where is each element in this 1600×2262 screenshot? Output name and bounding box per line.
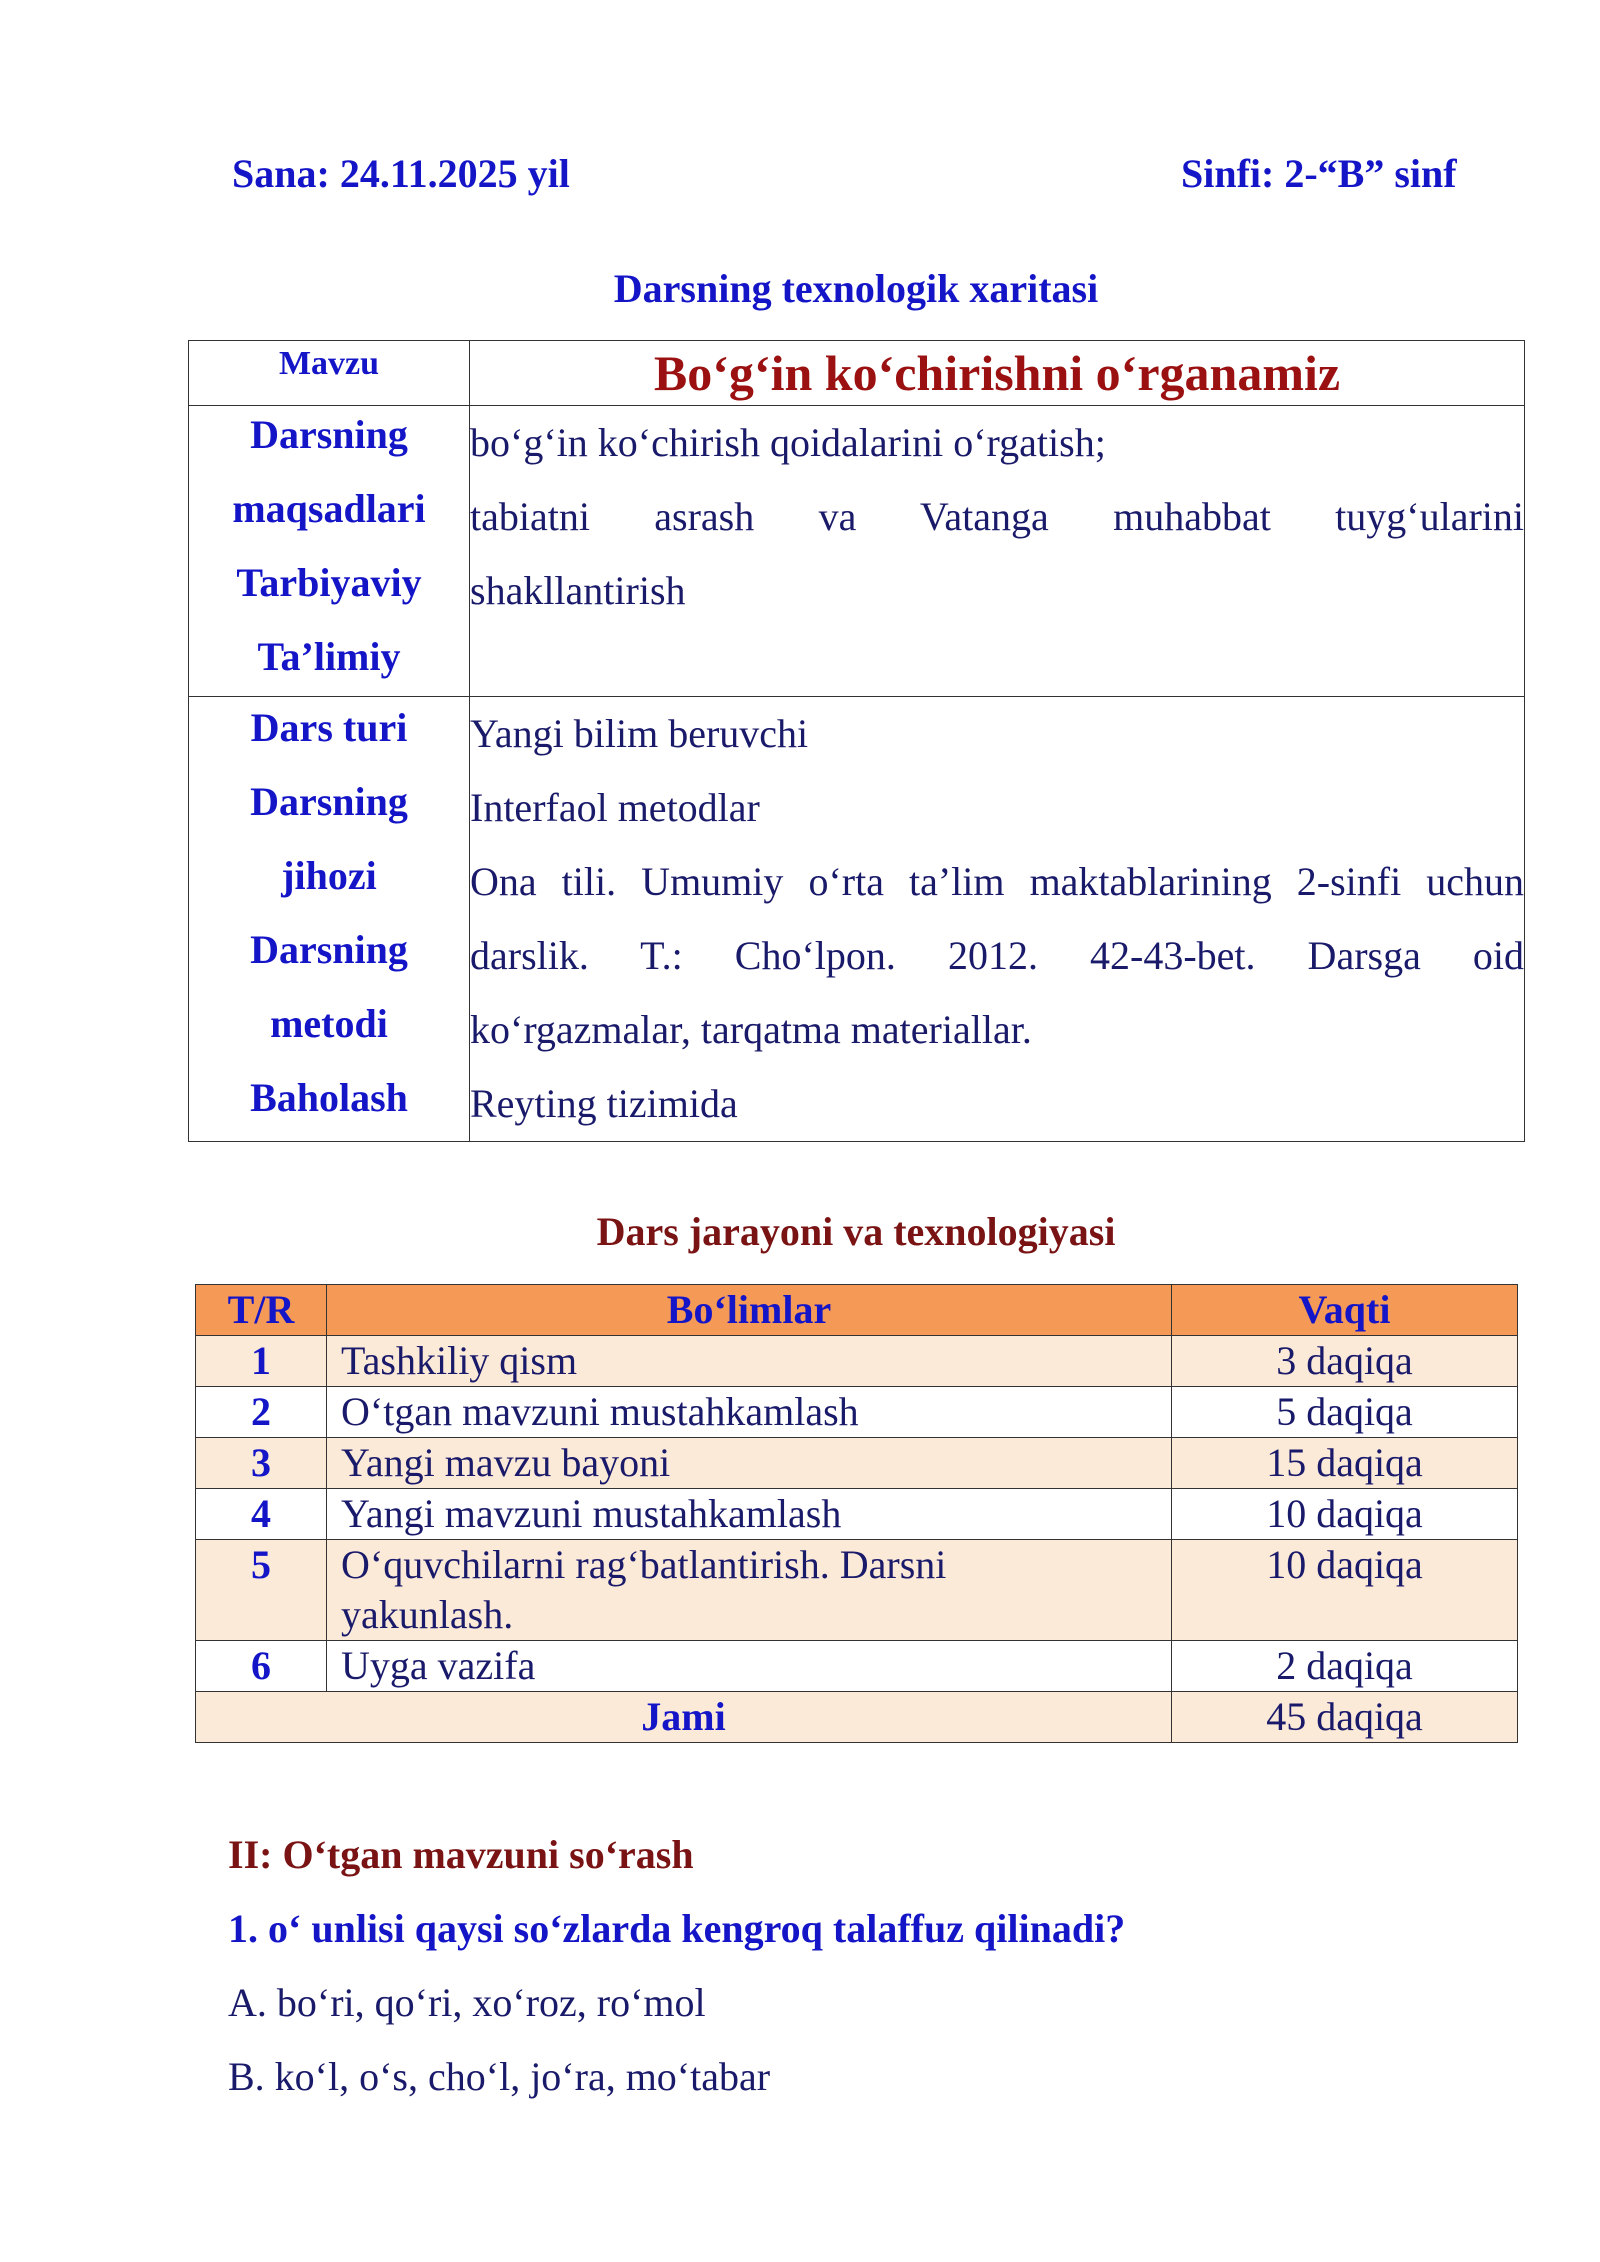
lesson-class: Sinfi: 2-“B” sinf [1181,151,1457,196]
row-section [327,1540,1172,1641]
table-row [196,1489,1518,1540]
equipment-line-3: ko‘rgazmalar, tarqatma materiallar. [470,1007,1032,1052]
goals-line-2: tabiatni asrash va Vatanga muhabbat tuyg‘ularini [470,494,1524,539]
table-row [196,1387,1518,1438]
row-time: 10 daqiqa [1172,1489,1518,1540]
goals-label-cell [189,406,470,697]
goals-label-4: Ta’limiy [257,634,401,679]
lesson-topic: Bo‘g‘in ko‘chirishni o‘rganamiz [470,341,1525,406]
column-header-time: Vaqti [1172,1285,1518,1336]
total-label: Jami [196,1692,1172,1743]
lesson-date: Sana: 24.11.2025 yil [232,151,570,196]
table-row [196,1438,1518,1489]
row-section: Uyga vazifa [327,1641,1172,1692]
row-number: 6 [196,1641,327,1692]
row-section-line-1: O‘quvchilarni rag‘batlantirish. Darsni [341,1542,947,1587]
method-label-1: Darsning [250,927,408,972]
row-number: 4 [196,1489,327,1540]
goals-line-3: shakllantirish [470,568,686,613]
assessment-value: Reyting tizimida [470,1081,738,1126]
equipment-line-1: Ona tili. Umumiy o‘rta ta’lim maktablarining 2-sinfi uchun [470,859,1524,904]
table-row [196,1540,1518,1641]
equipment-label-1: Darsning [250,779,408,824]
flow-header-row [196,1285,1518,1336]
goals-row [189,406,1525,697]
lesson-flow-title: Dars jarayoni va texnologiyasi [596,1209,1116,1254]
goals-label-3: Tarbiyaviy [236,560,422,605]
lesson-type-value: Yangi bilim beruvchi [470,711,809,756]
row-time: 15 daqiqa [1172,1438,1518,1489]
table-row [196,1641,1518,1692]
row-section: Yangi mavzuni mustahkamlash [327,1489,1172,1540]
row-number: 3 [196,1438,327,1489]
row-number: 5 [196,1540,327,1641]
row-section: Tashkiliy qism [327,1336,1172,1387]
methods-value: Interfaol metodlar [470,785,760,830]
info-label-cell [189,697,470,1142]
lesson-flow-table [195,1284,1518,1743]
assessment-label: Baholash [250,1075,408,1120]
goals-text-cell [470,406,1525,697]
row-time: 2 daqiqa [1172,1641,1518,1692]
table-row [196,1336,1518,1387]
row-time: 10 daqiqa [1172,1540,1518,1641]
lesson-type-label: Dars turi [250,705,408,750]
row-time: 3 daqiqa [1172,1336,1518,1387]
answer-option-b: B. ko‘l, o‘s, cho‘l, jo‘ra, mo‘tabar [228,2054,771,2099]
method-label-2: metodi [270,1001,388,1046]
row-number: 2 [196,1387,327,1438]
technology-map-title: Darsning texnologik xaritasi [613,266,1099,311]
column-header-sections: Bo‘limlar [327,1285,1172,1336]
topic-label: Mavzu [189,341,470,406]
topic-row [189,341,1525,406]
row-section: Yangi mavzu bayoni [327,1438,1172,1489]
equipment-line-2: darslik. T.: Cho‘lpon. 2012. 42-43-bet. Darsga oid [470,933,1524,978]
column-header-number: T/R [196,1285,327,1336]
answer-option-a: A. bo‘ri, qo‘ri, xo‘roz, ro‘mol [228,1980,706,2025]
section-title: II: O‘tgan mavzuni so‘rash [228,1832,694,1877]
info-row [189,697,1525,1142]
row-time: 5 daqiqa [1172,1387,1518,1438]
goals-line-1: bo‘g‘in ko‘chirish qoidalarini o‘rgatish; [470,420,1106,465]
header-row [232,150,1480,206]
equipment-label-2: jihozi [281,853,377,898]
review-section [228,1818,1488,2114]
goals-label-1: Darsning [250,412,408,457]
row-section-line-2: yakunlash. [341,1592,514,1637]
question-text: 1. o‘ unlisi qaysi so‘zlarda kengroq talaffuz qilinadi? [228,1906,1126,1951]
row-section: O‘tgan mavzuni mustahkamlash [327,1387,1172,1438]
technology-map-table [188,340,1525,1142]
total-time: 45 daqiqa [1172,1692,1518,1743]
goals-label-2: maqsadlari [232,486,426,531]
total-row [196,1692,1518,1743]
row-number: 1 [196,1336,327,1387]
info-text-cell [470,697,1525,1142]
